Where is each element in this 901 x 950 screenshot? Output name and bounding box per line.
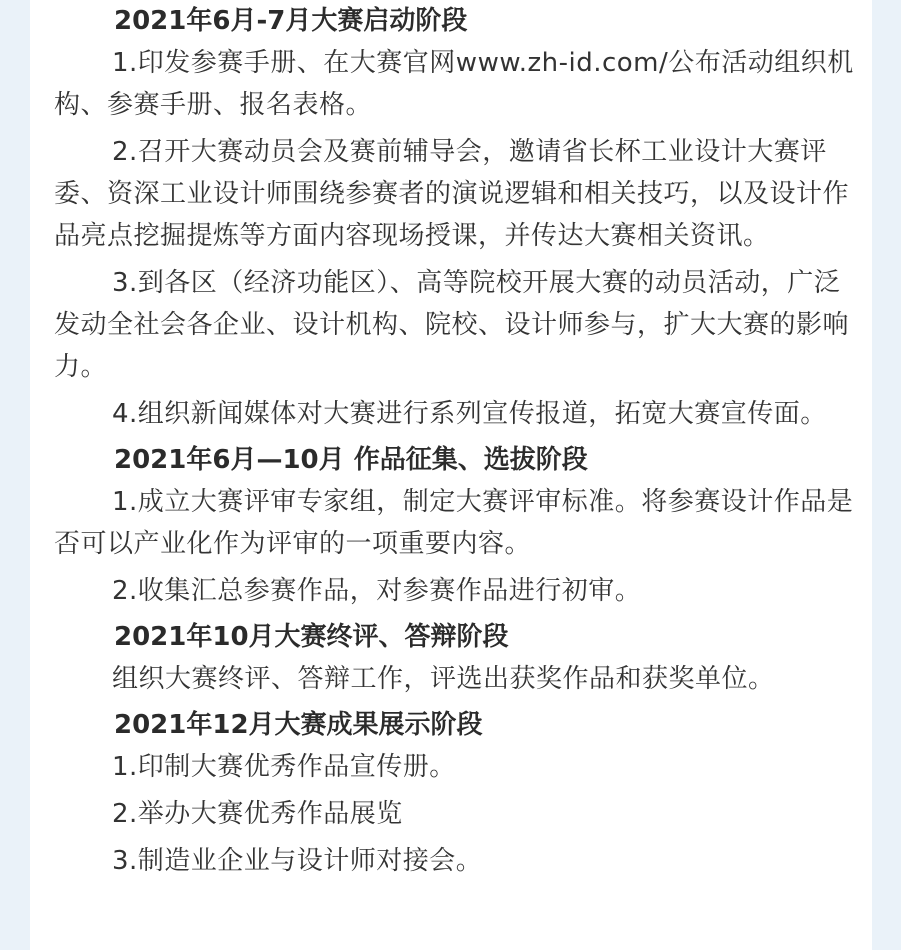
section-heading: 2021年6月-7月大赛启动阶段 bbox=[114, 6, 468, 36]
paragraph: 3.到各区（经济功能区）、高等院校开展大赛的动员活动，广泛发动全社会各企业、设计机构、院校、设计师参与，扩大大赛的影响力。 bbox=[54, 268, 850, 382]
paragraph: 2.召开大赛动员会及赛前辅导会，邀请省长杯工业设计大赛评委、资深工业设计师围绕参赛者的演说逻辑和相关技巧，以及设计作品亮点挖掘提炼等方面内容现场授课，并传达大赛相关资讯。 bbox=[54, 137, 850, 251]
paragraph: 2.收集汇总参赛作品，对参赛作品进行初审。 bbox=[112, 576, 642, 606]
section-heading: 2021年10月大赛终评、答辩阶段 bbox=[114, 622, 509, 652]
section-heading: 2021年6月—10月 作品征集、选拔阶段 bbox=[114, 445, 588, 475]
paragraph: 4.组织新闻媒体对大赛进行系列宣传报道，拓宽大赛宣传面。 bbox=[112, 399, 827, 429]
paragraph: 组织大赛终评、答辩工作，评选出获奖作品和获奖单位。 bbox=[112, 664, 775, 694]
paragraph: 1.成立大赛评审专家组，制定大赛评审标准。将参赛设计作品是否可以产业化作为评审的一项重要内容。 bbox=[54, 487, 854, 559]
paragraph: 3.制造业企业与设计师对接会。 bbox=[112, 846, 483, 876]
paragraph: 1.印制大赛优秀作品宣传册。 bbox=[112, 752, 456, 782]
article-page bbox=[30, 0, 872, 950]
article-content bbox=[54, 4, 854, 882]
section-heading: 2021年12月大赛成果展示阶段 bbox=[114, 710, 483, 740]
paragraph: 1.印发参赛手册、在大赛官网www.zh-id.com/公布活动组织机构、参赛手册、报名表格。 bbox=[54, 48, 854, 120]
paragraph: 2.举办大赛优秀作品展览 bbox=[112, 799, 403, 829]
